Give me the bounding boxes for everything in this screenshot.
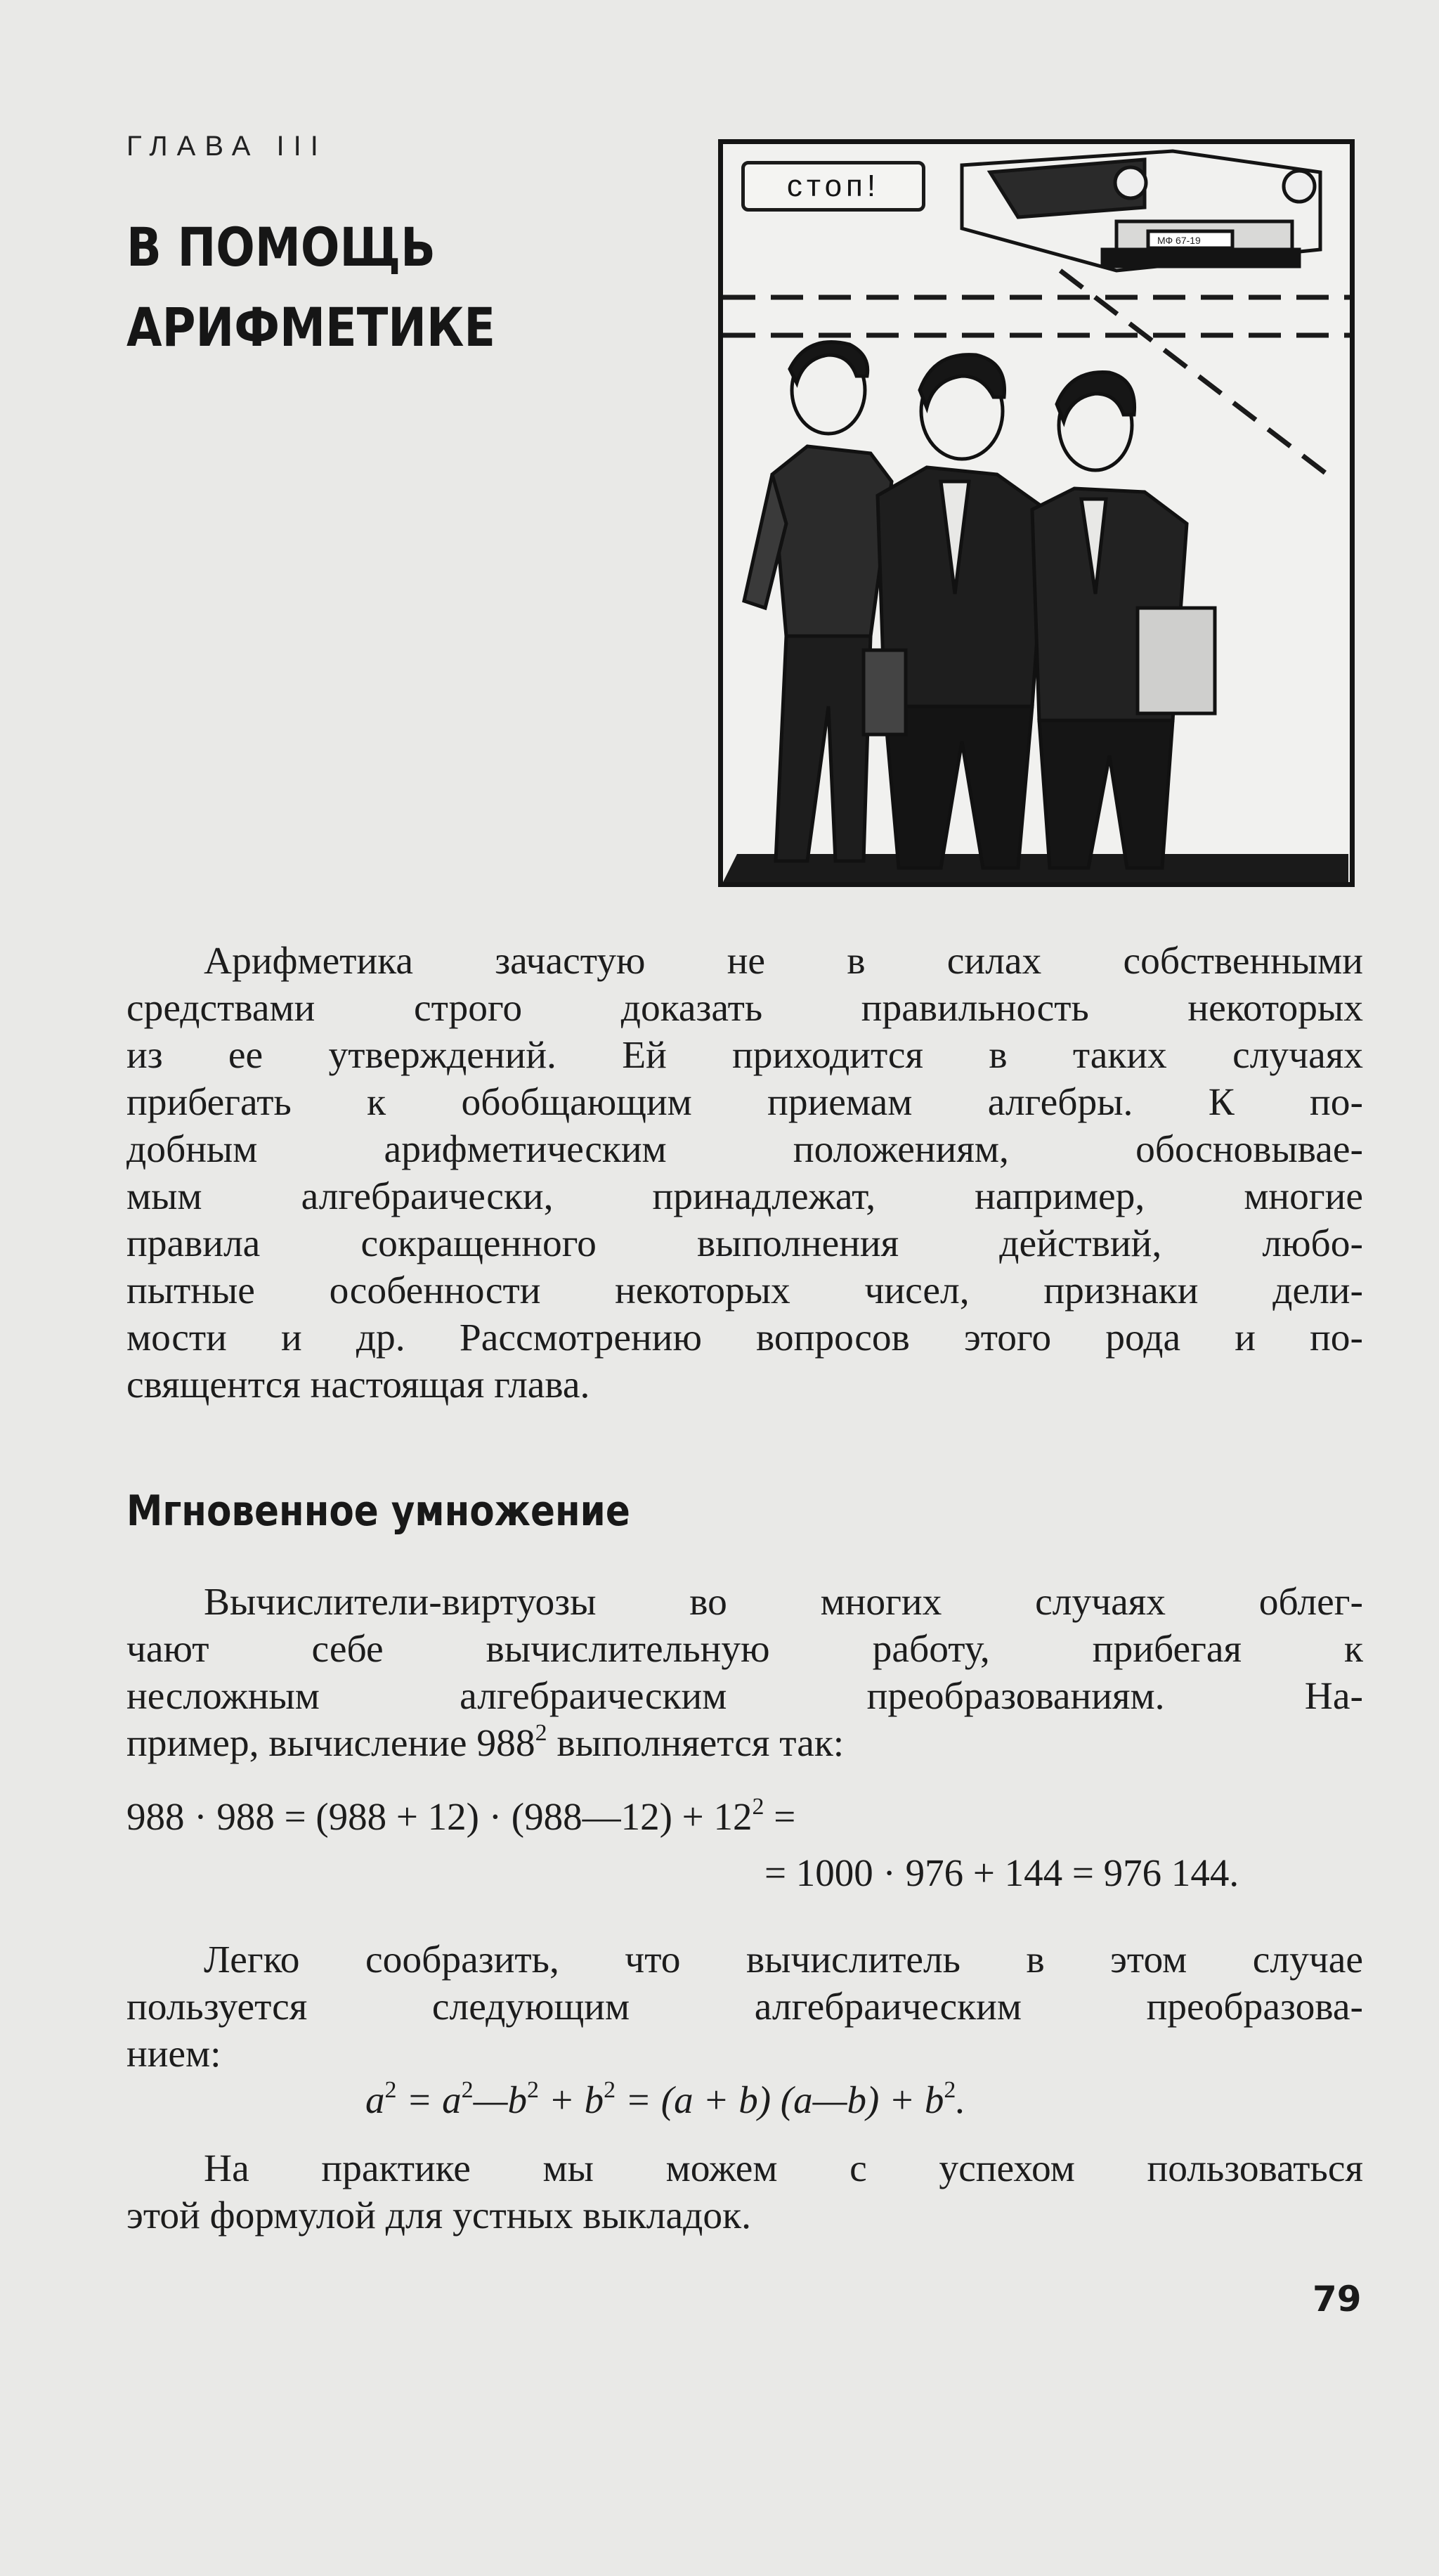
section-heading: Мгновенное умножение bbox=[126, 1487, 630, 1536]
formula-2: $a^2$ = $a^2—b^2 + b^2 = (a + b)$ (a—b) + $b^2$. bbox=[365, 2077, 966, 2121]
superscript: 2 bbox=[535, 1720, 547, 1746]
formula-1-line-2: = 1000 · 976 + 144 = 976 144. bbox=[764, 1851, 1239, 1894]
text-line: Арифметика зачастую не в силах собственными bbox=[204, 940, 1363, 983]
chapter-illustration bbox=[718, 139, 1355, 887]
text-line: мым алгебраически, принадлежат, например, многие bbox=[126, 1175, 1363, 1218]
text-line: На практике мы можем с успехом пользоваться bbox=[204, 2147, 1363, 2190]
text-line: несложным алгебраическим преобразованиям. На- bbox=[126, 1675, 1363, 1718]
text-line: Легко сообразить, что вычислитель в этом случае bbox=[204, 1939, 1363, 1981]
text-line: мости и др. Рассмотрению вопросов этого рода и по- bbox=[126, 1316, 1363, 1359]
chapter-title-line-2: АРИФМЕТИКЕ bbox=[126, 296, 496, 358]
text-line: правила сокращенного выполнения действий, любо- bbox=[126, 1222, 1363, 1265]
formula-1-line-1: 988 · 988 = (988 + 12) · (988—12) + $12^2$ = bbox=[126, 1794, 796, 1838]
car-plate: МФ 67-19 bbox=[1157, 235, 1201, 246]
car-drawing bbox=[962, 151, 1320, 271]
chapter-title-line-1: В ПОМОЩЬ bbox=[126, 216, 436, 278]
intro-paragraph bbox=[126, 938, 1363, 1409]
formula-fragment: = (a + b) (a—b) + b bbox=[616, 2078, 944, 2121]
text-line: Вычислители-виртуозы во многих случаях облег- bbox=[204, 1581, 1363, 1624]
text-fragment: пример, вычисление 988 bbox=[126, 1722, 535, 1765]
text-line bbox=[126, 1720, 1363, 1767]
text-line: нием: bbox=[126, 2033, 221, 2076]
text-line: добным арифметическим положениям, обосновывае- bbox=[126, 1128, 1363, 1171]
text-line: из ее утверждений. Ей приходится в таких случаях bbox=[126, 1034, 1363, 1077]
text-line: чают себе вычислительную работу, прибегая к bbox=[126, 1628, 1363, 1671]
text-line: прибегать к обобщающим приемам алгебры. К по- bbox=[126, 1081, 1363, 1124]
text-line: средствами строго доказать правильность некоторых bbox=[126, 987, 1363, 1030]
text-line: пытные особенности некоторых чисел, признаки дели- bbox=[126, 1269, 1363, 1312]
formula-fragment: + b bbox=[539, 2078, 604, 2121]
formula-fragment: —b bbox=[473, 2078, 528, 2121]
text-line: этой формулой для устных выкладок. bbox=[126, 2194, 751, 2237]
formula-fragment: = bbox=[764, 1795, 796, 1838]
person-left-drawing bbox=[744, 342, 892, 861]
formula-fragment: 988 · 988 = (988 + 12) · (988—12) + 12 bbox=[126, 1795, 753, 1838]
text-line: пользуется следующим алгебраическим преобразова- bbox=[126, 1986, 1363, 2028]
text-fragment: выполняется так: bbox=[547, 1722, 845, 1765]
formula-fragment: = a bbox=[396, 2078, 462, 2121]
text-line: священтся настоящая глава. bbox=[126, 1364, 590, 1406]
page-number: 79 bbox=[1313, 2279, 1362, 2319]
paragraph-1 bbox=[126, 1579, 1363, 1767]
formula-fragment: a bbox=[365, 2078, 385, 2121]
stop-sign: стоп! bbox=[741, 161, 925, 212]
chapter-label: ГЛАВА III bbox=[126, 131, 327, 162]
formula-fragment: . bbox=[956, 2078, 966, 2121]
illustration-drawing bbox=[723, 144, 1350, 882]
paragraph-2 bbox=[126, 1936, 1363, 2078]
person-middle-drawing bbox=[864, 355, 1046, 868]
chapter-title bbox=[126, 207, 598, 368]
paragraph-3 bbox=[126, 2145, 1363, 2239]
person-right-drawing bbox=[1032, 373, 1215, 868]
